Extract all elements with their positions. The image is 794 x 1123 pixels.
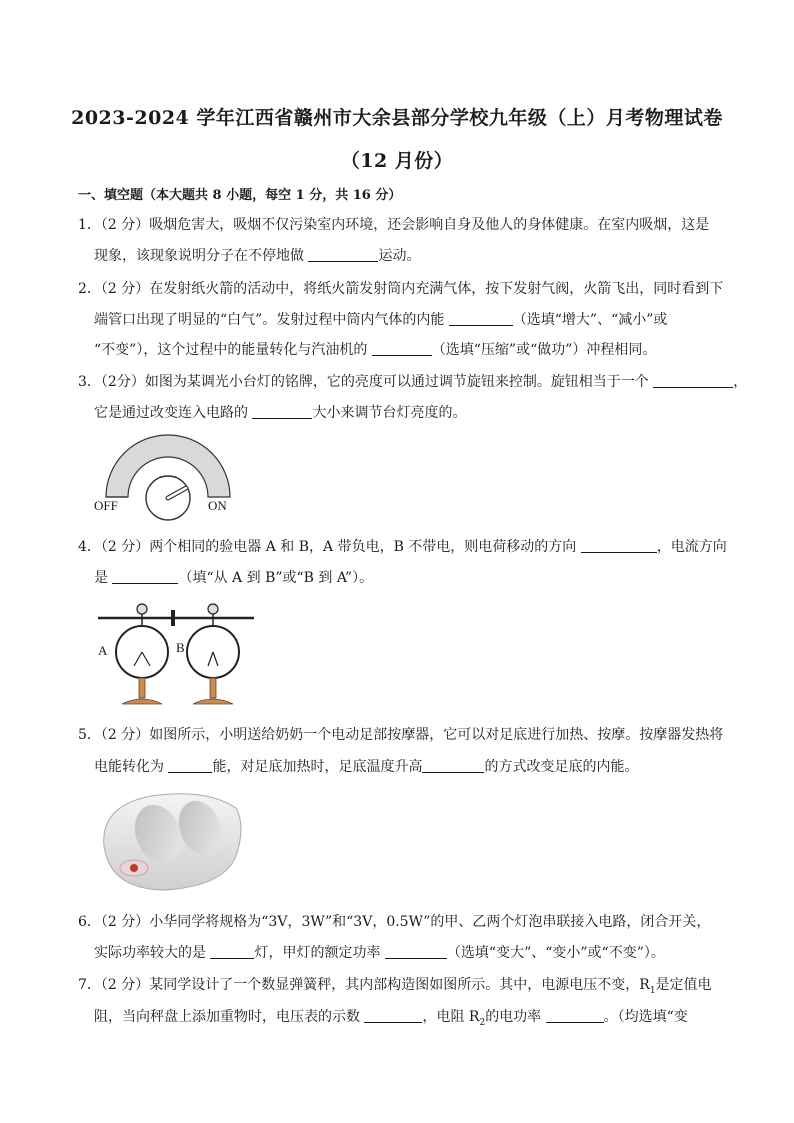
question-7-line-1: 7．（2 分）某同学设计了一个数显弹簧秤，其内部构造图如图所示。其中，电源电压不变，$R_1$是定值电 xyxy=(78,977,712,996)
question-3-line-2: 它是通过改变连入电路的 大小来调节台灯亮度的。 xyxy=(94,405,467,421)
question-6-line-1: 6．（2 分）小华同学将规格为“3V，3W”和“3V，0.5W”的甲、乙两个灯泡串联接入电路，闭合开关， xyxy=(78,914,711,930)
question-7-line-2: 阻，当向秤盘上添加重物时，电压表的示数 ，电阻 $R_2$的电功率 。（均选填“变 xyxy=(94,1009,688,1028)
question-5-line-1: 5．（2 分）如图所示，小明送给奶奶一个电动足部按摩器，它可以对足底进行加热、按摩。按摩器发热将 xyxy=(78,727,724,743)
label-a: A xyxy=(98,643,108,658)
question-5-line-2: 电能转化为 能，对足底加热时，足底温度升高 的方式改变足底的内能。 xyxy=(94,759,639,775)
electroscopes-figure xyxy=(92,600,262,710)
answer-blank[interactable] xyxy=(112,569,178,584)
on-label: ON xyxy=(208,498,227,513)
answer-blank[interactable] xyxy=(364,1008,422,1023)
answer-blank[interactable] xyxy=(308,247,378,262)
foot-massager-figure xyxy=(96,786,246,896)
answer-blank[interactable] xyxy=(372,341,432,356)
exam-title: 2023-2024 学年江西省赣州市大余县部分学校九年级（上）月考物理试卷 xyxy=(71,107,723,129)
answer-blank[interactable] xyxy=(581,538,657,553)
exam-subtitle: （12 月份） xyxy=(340,150,454,172)
section-heading: 一、填空题（本大题共 8 小题，每空 1 分，共 16 分） xyxy=(78,188,402,203)
question-2-line-2: 端管口出现了明显的“白气”。发射过程中筒内气体的内能 （选填“增大”、“减小”或 xyxy=(94,312,668,328)
question-2-line-1: 2．（2 分）在发射纸火箭的活动中，将纸火箭发射筒内充满气体，按下发射气阀，火箭飞出，同时看到下 xyxy=(78,281,724,297)
answer-blank[interactable] xyxy=(546,1008,604,1023)
answer-blank[interactable] xyxy=(252,404,312,419)
question-1-line-1: 1．（2 分）吸烟危害大，吸烟不仅污染室内环境，还会影响自身及他人的身体健康。在室内吸烟，这是 xyxy=(78,217,710,233)
dimmer-knob-figure xyxy=(90,432,250,532)
off-label: OFF xyxy=(94,498,118,513)
answer-blank[interactable] xyxy=(385,944,447,959)
question-6-line-2: 实际功率较大的是 灯，甲灯的额定功率 （选填“变大”、“变小”或“不变”）。 xyxy=(94,945,665,961)
answer-blank[interactable] xyxy=(653,373,733,388)
question-4-line-2: 是 （填“从 A 到 B”或“B 到 A”）。 xyxy=(94,570,374,586)
question-1-line-2: 现象，该现象说明分子在不停地做 运动。 xyxy=(94,248,421,264)
question-4-line-1: 4．（2 分）两个相同的验电器 A 和 B，A 带负电，B 不带电，则电荷移动的方向 ，电流方向 xyxy=(78,539,727,555)
question-2-line-3: “不变”），这个过程中的能量转化与汽油机的 （选填“压缩”或“做功”）冲程相同。 xyxy=(94,342,657,358)
insulating-handle xyxy=(171,610,175,626)
power-button-icon[interactable] xyxy=(130,864,138,872)
answer-blank[interactable] xyxy=(210,944,254,959)
question-3-line-1: 3．（2分）如图为某调光小台灯的铭牌，它的亮度可以通过调节旋钮来控制。旋钮相当于一个 ， xyxy=(78,374,748,390)
answer-blank[interactable] xyxy=(422,758,484,773)
answer-blank[interactable] xyxy=(168,758,212,773)
answer-blank[interactable] xyxy=(449,311,513,326)
label-b: B xyxy=(176,640,185,655)
